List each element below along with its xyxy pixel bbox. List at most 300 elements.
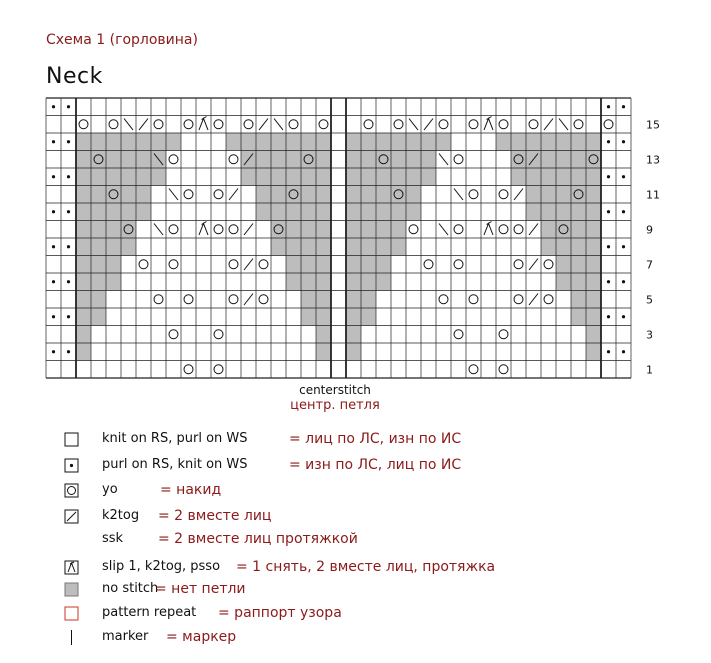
purl-dot — [622, 140, 625, 143]
sk2p-symbol — [199, 222, 208, 236]
no-stitch-cell — [556, 168, 571, 186]
no-stitch-cell — [316, 221, 331, 239]
no-stitch-cell — [376, 168, 391, 186]
legend-label-en: knit on RS, purl on WS — [102, 431, 248, 446]
yo-symbol — [469, 120, 478, 129]
no-stitch-cell — [346, 186, 361, 204]
row-number: 9 — [646, 223, 653, 237]
purl-dot — [52, 350, 55, 353]
yo-symbol — [169, 155, 178, 164]
no-stitch-cell — [571, 133, 586, 151]
no-stitch-cell — [541, 221, 556, 239]
row-number: 5 — [646, 293, 653, 307]
legend-item-k2tog — [0, 507, 711, 527]
no-stitch-cell — [391, 238, 406, 256]
yo-symbol — [469, 365, 478, 374]
yo-symbol — [454, 330, 463, 339]
no-stitch-cell — [316, 133, 331, 151]
no-stitch-cell — [586, 273, 601, 291]
ssk-symbol — [439, 224, 448, 236]
no-stitch-cell — [376, 273, 391, 291]
ssk-symbol — [124, 119, 133, 131]
no-stitch-cell — [301, 133, 316, 151]
no-stitch-cell — [316, 308, 331, 326]
no-stitch-cell — [316, 343, 331, 361]
no-stitch-cell — [121, 186, 136, 204]
yo-symbol — [229, 295, 238, 304]
no-stitch-cell — [526, 203, 541, 221]
no-stitch-cell — [301, 256, 316, 274]
no-stitch-cell — [106, 238, 121, 256]
no-stitch-cell — [271, 221, 286, 239]
no-stitch-cell — [556, 186, 571, 204]
no-stitch-cell — [121, 203, 136, 221]
no-stitch-cell — [271, 203, 286, 221]
no-stitch-cell — [106, 151, 121, 169]
yo-symbol — [424, 260, 433, 269]
legend-item-purl — [0, 456, 711, 476]
legend-item-repeat — [0, 604, 711, 624]
no-stitch-cell — [91, 256, 106, 274]
purl-dot — [607, 175, 610, 178]
yo-symbol — [499, 120, 508, 129]
no-stitch-cell — [301, 203, 316, 221]
no-stitch-cell — [571, 151, 586, 169]
no-stitch-cell — [541, 238, 556, 256]
no-stitch-cell — [586, 326, 601, 344]
yo-symbol — [514, 225, 523, 234]
yo-symbol — [544, 295, 553, 304]
no-stitch-cell — [586, 168, 601, 186]
k2tog-symbol — [529, 224, 538, 236]
no-stitch-cell — [241, 133, 256, 151]
yo-symbol — [259, 295, 268, 304]
no-stitch-cell — [376, 221, 391, 239]
no-stitch-cell — [376, 238, 391, 256]
yo-symbol — [169, 225, 178, 234]
no-stitch-cell — [91, 168, 106, 186]
no-stitch-cell — [121, 168, 136, 186]
no-stitch-cell — [256, 151, 271, 169]
chart-heading: Neck — [46, 64, 103, 89]
purl-dot — [622, 105, 625, 108]
no-stitch-cell — [346, 151, 361, 169]
yo-symbol — [229, 155, 238, 164]
yo-symbol — [214, 120, 223, 129]
no-stitch-cell — [346, 343, 361, 361]
row-number: 11 — [646, 188, 660, 202]
no-stitch-cell — [346, 221, 361, 239]
no-stitch-cell — [316, 273, 331, 291]
yo-symbol — [79, 120, 88, 129]
no-stitch-cell — [286, 151, 301, 169]
no-stitch-cell — [91, 151, 106, 169]
no-stitch-cell — [556, 151, 571, 169]
purl-dot — [607, 210, 610, 213]
purl-dot — [622, 280, 625, 283]
yo-symbol — [529, 120, 538, 129]
no-stitch-cell — [541, 151, 556, 169]
no-stitch-cell — [511, 151, 526, 169]
no-stitch-cell — [136, 168, 151, 186]
no-stitch-cell — [361, 221, 376, 239]
sk2p-symbol — [484, 117, 493, 131]
purl-dot — [67, 210, 70, 213]
k2tog-symbol — [544, 119, 553, 131]
no-stitch-cell — [151, 168, 166, 186]
no-stitch-cell — [316, 186, 331, 204]
no-stitch-cell — [571, 221, 586, 239]
no-stitch-cell — [571, 273, 586, 291]
yo-symbol — [514, 295, 523, 304]
no-stitch-cell — [406, 133, 421, 151]
no-stitch-cell — [346, 308, 361, 326]
no-stitch-cell — [391, 203, 406, 221]
no-stitch-cell — [136, 186, 151, 204]
no-stitch-cell — [361, 186, 376, 204]
no-stitch-cell — [346, 256, 361, 274]
no-stitch-cell — [106, 133, 121, 151]
no-stitch-cell — [76, 168, 91, 186]
no-stitch-cell — [556, 256, 571, 274]
no-stitch-cell — [76, 308, 91, 326]
yo-symbol — [244, 120, 253, 129]
no-stitch-cell — [541, 133, 556, 151]
no-stitch-cell — [361, 168, 376, 186]
yo-symbol — [514, 260, 523, 269]
no-stitch-cell — [76, 291, 91, 309]
k2tog-symbol — [424, 119, 433, 131]
no-stitch-cell — [301, 168, 316, 186]
no-stitch-cell — [586, 238, 601, 256]
no-stitch-cell — [406, 186, 421, 204]
no-stitch-cell — [391, 168, 406, 186]
no-stitch-cell — [586, 221, 601, 239]
no-stitch-cell — [256, 203, 271, 221]
k2tog-icon — [64, 509, 79, 524]
purl-dot — [67, 140, 70, 143]
legend-label-ru: = 1 снять, 2 вместе лиц, протяжка — [236, 559, 496, 575]
no-stitch-cell — [121, 151, 136, 169]
no-stitch-cell — [571, 203, 586, 221]
k2tog-symbol — [244, 259, 253, 271]
no-stitch-cell — [346, 291, 361, 309]
yo-symbol — [109, 120, 118, 129]
purl-dot — [67, 315, 70, 318]
no-stitch-cell — [316, 168, 331, 186]
no-stitch-cell — [346, 273, 361, 291]
k2tog-symbol — [244, 224, 253, 236]
no-stitch-cell — [316, 326, 331, 344]
legend-label-en: ssk — [102, 531, 124, 546]
no-stitch-cell — [136, 203, 151, 221]
no-stitch-cell — [271, 168, 286, 186]
no-stitch-cell — [586, 133, 601, 151]
no-stitch-cell — [166, 133, 181, 151]
no-stitch-cell — [541, 203, 556, 221]
no-stitch-cell — [406, 151, 421, 169]
purl-dot — [607, 105, 610, 108]
no-stitch-cell — [496, 133, 511, 151]
no-stitch-cell — [301, 151, 316, 169]
no-stitch-cell — [361, 256, 376, 274]
center-stitch-label-en: centerstitch — [299, 383, 371, 397]
yo-symbol — [214, 330, 223, 339]
no-stitch-cell — [316, 151, 331, 169]
ssk-symbol — [409, 119, 418, 131]
no-stitch-cell — [436, 133, 451, 151]
legend-item-sk2p — [0, 558, 711, 578]
marker-icon — [64, 630, 79, 645]
purl-icon — [64, 458, 79, 473]
no-stitch-cell — [526, 133, 541, 151]
no-stitch-cell — [121, 221, 136, 239]
no-stitch-cell — [106, 221, 121, 239]
yo-symbol — [454, 225, 463, 234]
ssk-symbol — [154, 224, 163, 236]
legend-label-ru: = лиц по ЛС, изн по ИС — [289, 431, 462, 447]
legend-item-nostitch — [0, 580, 711, 600]
no-stitch-cell — [391, 186, 406, 204]
no-stitch-cell — [541, 186, 556, 204]
purl-dot — [622, 245, 625, 248]
purl-dot — [52, 140, 55, 143]
yo-symbol — [394, 120, 403, 129]
row-number: 15 — [646, 118, 660, 132]
no-stitch-cell — [586, 291, 601, 309]
no-stitch-cell — [526, 168, 541, 186]
no-stitch-cell — [91, 238, 106, 256]
no-stitch-cell — [376, 133, 391, 151]
row-number: 3 — [646, 328, 653, 342]
legend-label-en: no stitch — [102, 581, 159, 596]
no-stitch-cell — [346, 203, 361, 221]
no-stitch-cell — [121, 238, 136, 256]
legend-item-yo — [0, 481, 711, 501]
purl-dot — [67, 280, 70, 283]
yo-symbol — [154, 120, 163, 129]
no-stitch-cell — [241, 168, 256, 186]
ssk-symbol — [439, 154, 448, 166]
purl-dot — [622, 315, 625, 318]
no-stitch-cell — [556, 221, 571, 239]
yo-symbol — [169, 260, 178, 269]
no-stitch-cell — [271, 186, 286, 204]
no-stitch-cell — [586, 203, 601, 221]
no-stitch-cell — [361, 291, 376, 309]
no-stitch-cell — [511, 168, 526, 186]
no-stitch-cell — [316, 238, 331, 256]
legend-label-ru: = нет петли — [155, 581, 246, 597]
purl-dot — [52, 280, 55, 283]
no-stitch-cell — [91, 308, 106, 326]
yo-symbol — [184, 295, 193, 304]
no-stitch-cell — [271, 151, 286, 169]
no-stitch-cell — [76, 186, 91, 204]
no-stitch-cell — [376, 203, 391, 221]
no-stitch-cell — [106, 203, 121, 221]
no-stitch-cell — [76, 256, 91, 274]
no-stitch-cell — [421, 151, 436, 169]
no-stitch-cell — [301, 221, 316, 239]
yo-symbol — [214, 190, 223, 199]
row-number: 1 — [646, 363, 653, 377]
yo-symbol — [604, 120, 613, 129]
no-stitch-cell — [76, 133, 91, 151]
no-stitch-cell — [361, 238, 376, 256]
no-stitch-cell — [76, 203, 91, 221]
no-stitch-cell — [391, 133, 406, 151]
no-stitch-cell — [571, 256, 586, 274]
no-stitch-cell — [256, 133, 271, 151]
chart-title: Схема 1 (горловина) — [46, 32, 198, 48]
purl-dot — [622, 210, 625, 213]
no-stitch-cell — [571, 186, 586, 204]
no-stitch-cell — [571, 168, 586, 186]
no-stitch-cell — [586, 343, 601, 361]
yo-symbol — [229, 260, 238, 269]
no-stitch-cell — [361, 273, 376, 291]
yo-symbol — [409, 225, 418, 234]
yo-symbol — [454, 155, 463, 164]
no-stitch-cell — [586, 186, 601, 204]
no-stitch-cell — [151, 133, 166, 151]
yo-symbol — [439, 295, 448, 304]
k2tog-symbol — [229, 189, 238, 201]
purl-dot — [52, 105, 55, 108]
legend-label-ru: = 2 вместе лиц протяжкой — [158, 531, 358, 547]
legend-label-en: yo — [102, 482, 118, 497]
no-stitch-cell — [316, 203, 331, 221]
yo-symbol — [184, 365, 193, 374]
center-stitch-label-ru: центр. петля — [290, 398, 380, 413]
no-stitch-cell — [556, 238, 571, 256]
no-stitch-cell — [106, 273, 121, 291]
yo-symbol — [469, 295, 478, 304]
no-stitch-cell — [91, 133, 106, 151]
no-stitch-cell — [76, 238, 91, 256]
yo-symbol — [469, 190, 478, 199]
purl-dot — [52, 315, 55, 318]
no-stitch-cell — [406, 168, 421, 186]
no-stitch-cell — [571, 291, 586, 309]
yo-symbol — [439, 120, 448, 129]
purl-dot — [67, 350, 70, 353]
no-stitch-cell — [571, 238, 586, 256]
no-stitch-cell — [91, 203, 106, 221]
purl-dot — [622, 175, 625, 178]
purl-dot — [52, 210, 55, 213]
ssk-symbol — [169, 189, 178, 201]
no-stitch-cell — [376, 186, 391, 204]
no-stitch-cell — [376, 151, 391, 169]
no-stitch-cell — [571, 308, 586, 326]
yo-symbol — [184, 190, 193, 199]
legend-label-en: slip 1, k2tog, psso — [102, 559, 221, 574]
no-stitch-cell — [301, 291, 316, 309]
no-stitch-cell — [286, 203, 301, 221]
no-stitch-cell — [586, 151, 601, 169]
yo-symbol — [544, 260, 553, 269]
yo-symbol — [499, 365, 508, 374]
purl-dot — [607, 315, 610, 318]
no-stitch-cell — [106, 168, 121, 186]
no-stitch-cell — [361, 203, 376, 221]
yo-symbol — [454, 260, 463, 269]
sk2p-icon — [64, 560, 79, 575]
no-stitch-cell — [301, 238, 316, 256]
legend-item-ssk — [0, 530, 711, 550]
yo-symbol — [229, 225, 238, 234]
yo-symbol — [154, 295, 163, 304]
purl-dot — [67, 175, 70, 178]
no-stitch-cell — [586, 256, 601, 274]
yo-icon — [64, 483, 79, 498]
no-stitch-cell — [91, 221, 106, 239]
k2tog-symbol — [139, 119, 148, 131]
no-stitch-cell — [286, 238, 301, 256]
purl-dot — [622, 350, 625, 353]
no-stitch-cell — [76, 326, 91, 344]
no-stitch-cell — [271, 238, 286, 256]
no-stitch-cell — [556, 273, 571, 291]
no-stitch-cell — [346, 168, 361, 186]
no-stitch-cell — [106, 256, 121, 274]
legend-item-knit — [0, 430, 711, 450]
legend-label-en: pattern repeat — [102, 605, 197, 620]
k2tog-symbol — [529, 294, 538, 306]
no-stitch-cell — [526, 186, 541, 204]
no-stitch-cell — [91, 186, 106, 204]
yo-symbol — [319, 120, 328, 129]
no-stitch-cell — [76, 221, 91, 239]
k2tog-symbol — [514, 189, 523, 201]
ssk-symbol — [559, 119, 568, 131]
sk2p-symbol — [199, 117, 208, 131]
legend-label-en: k2tog — [102, 508, 140, 523]
no-stitch-cell — [421, 168, 436, 186]
no-stitch-cell — [346, 238, 361, 256]
purl-dot — [67, 105, 70, 108]
purl-dot — [607, 245, 610, 248]
no-stitch-cell — [76, 273, 91, 291]
no-stitch-cell — [286, 221, 301, 239]
legend-label-ru: = 2 вместе лиц — [158, 508, 272, 524]
no-stitch-cell — [301, 273, 316, 291]
purl-dot — [607, 350, 610, 353]
k2tog-symbol — [529, 259, 538, 271]
no-stitch-cell — [556, 203, 571, 221]
no-stitch-cell — [76, 151, 91, 169]
repeat-icon — [64, 606, 79, 621]
no-stitch-cell — [586, 308, 601, 326]
no-stitch-cell — [271, 133, 286, 151]
nostitch-icon — [64, 582, 79, 597]
legend-label-ru: = раппорт узора — [218, 605, 342, 621]
sk2p-symbol — [484, 222, 493, 236]
yo-symbol — [214, 225, 223, 234]
no-stitch-cell — [421, 133, 436, 151]
no-stitch-cell — [541, 168, 556, 186]
legend-label-ru: = накид — [160, 482, 222, 498]
no-stitch-cell — [391, 151, 406, 169]
no-stitch-cell — [76, 343, 91, 361]
no-stitch-cell — [391, 221, 406, 239]
no-stitch-cell — [511, 133, 526, 151]
no-stitch-cell — [91, 291, 106, 309]
yo-symbol — [259, 260, 268, 269]
legend-label-en: marker — [102, 629, 149, 644]
